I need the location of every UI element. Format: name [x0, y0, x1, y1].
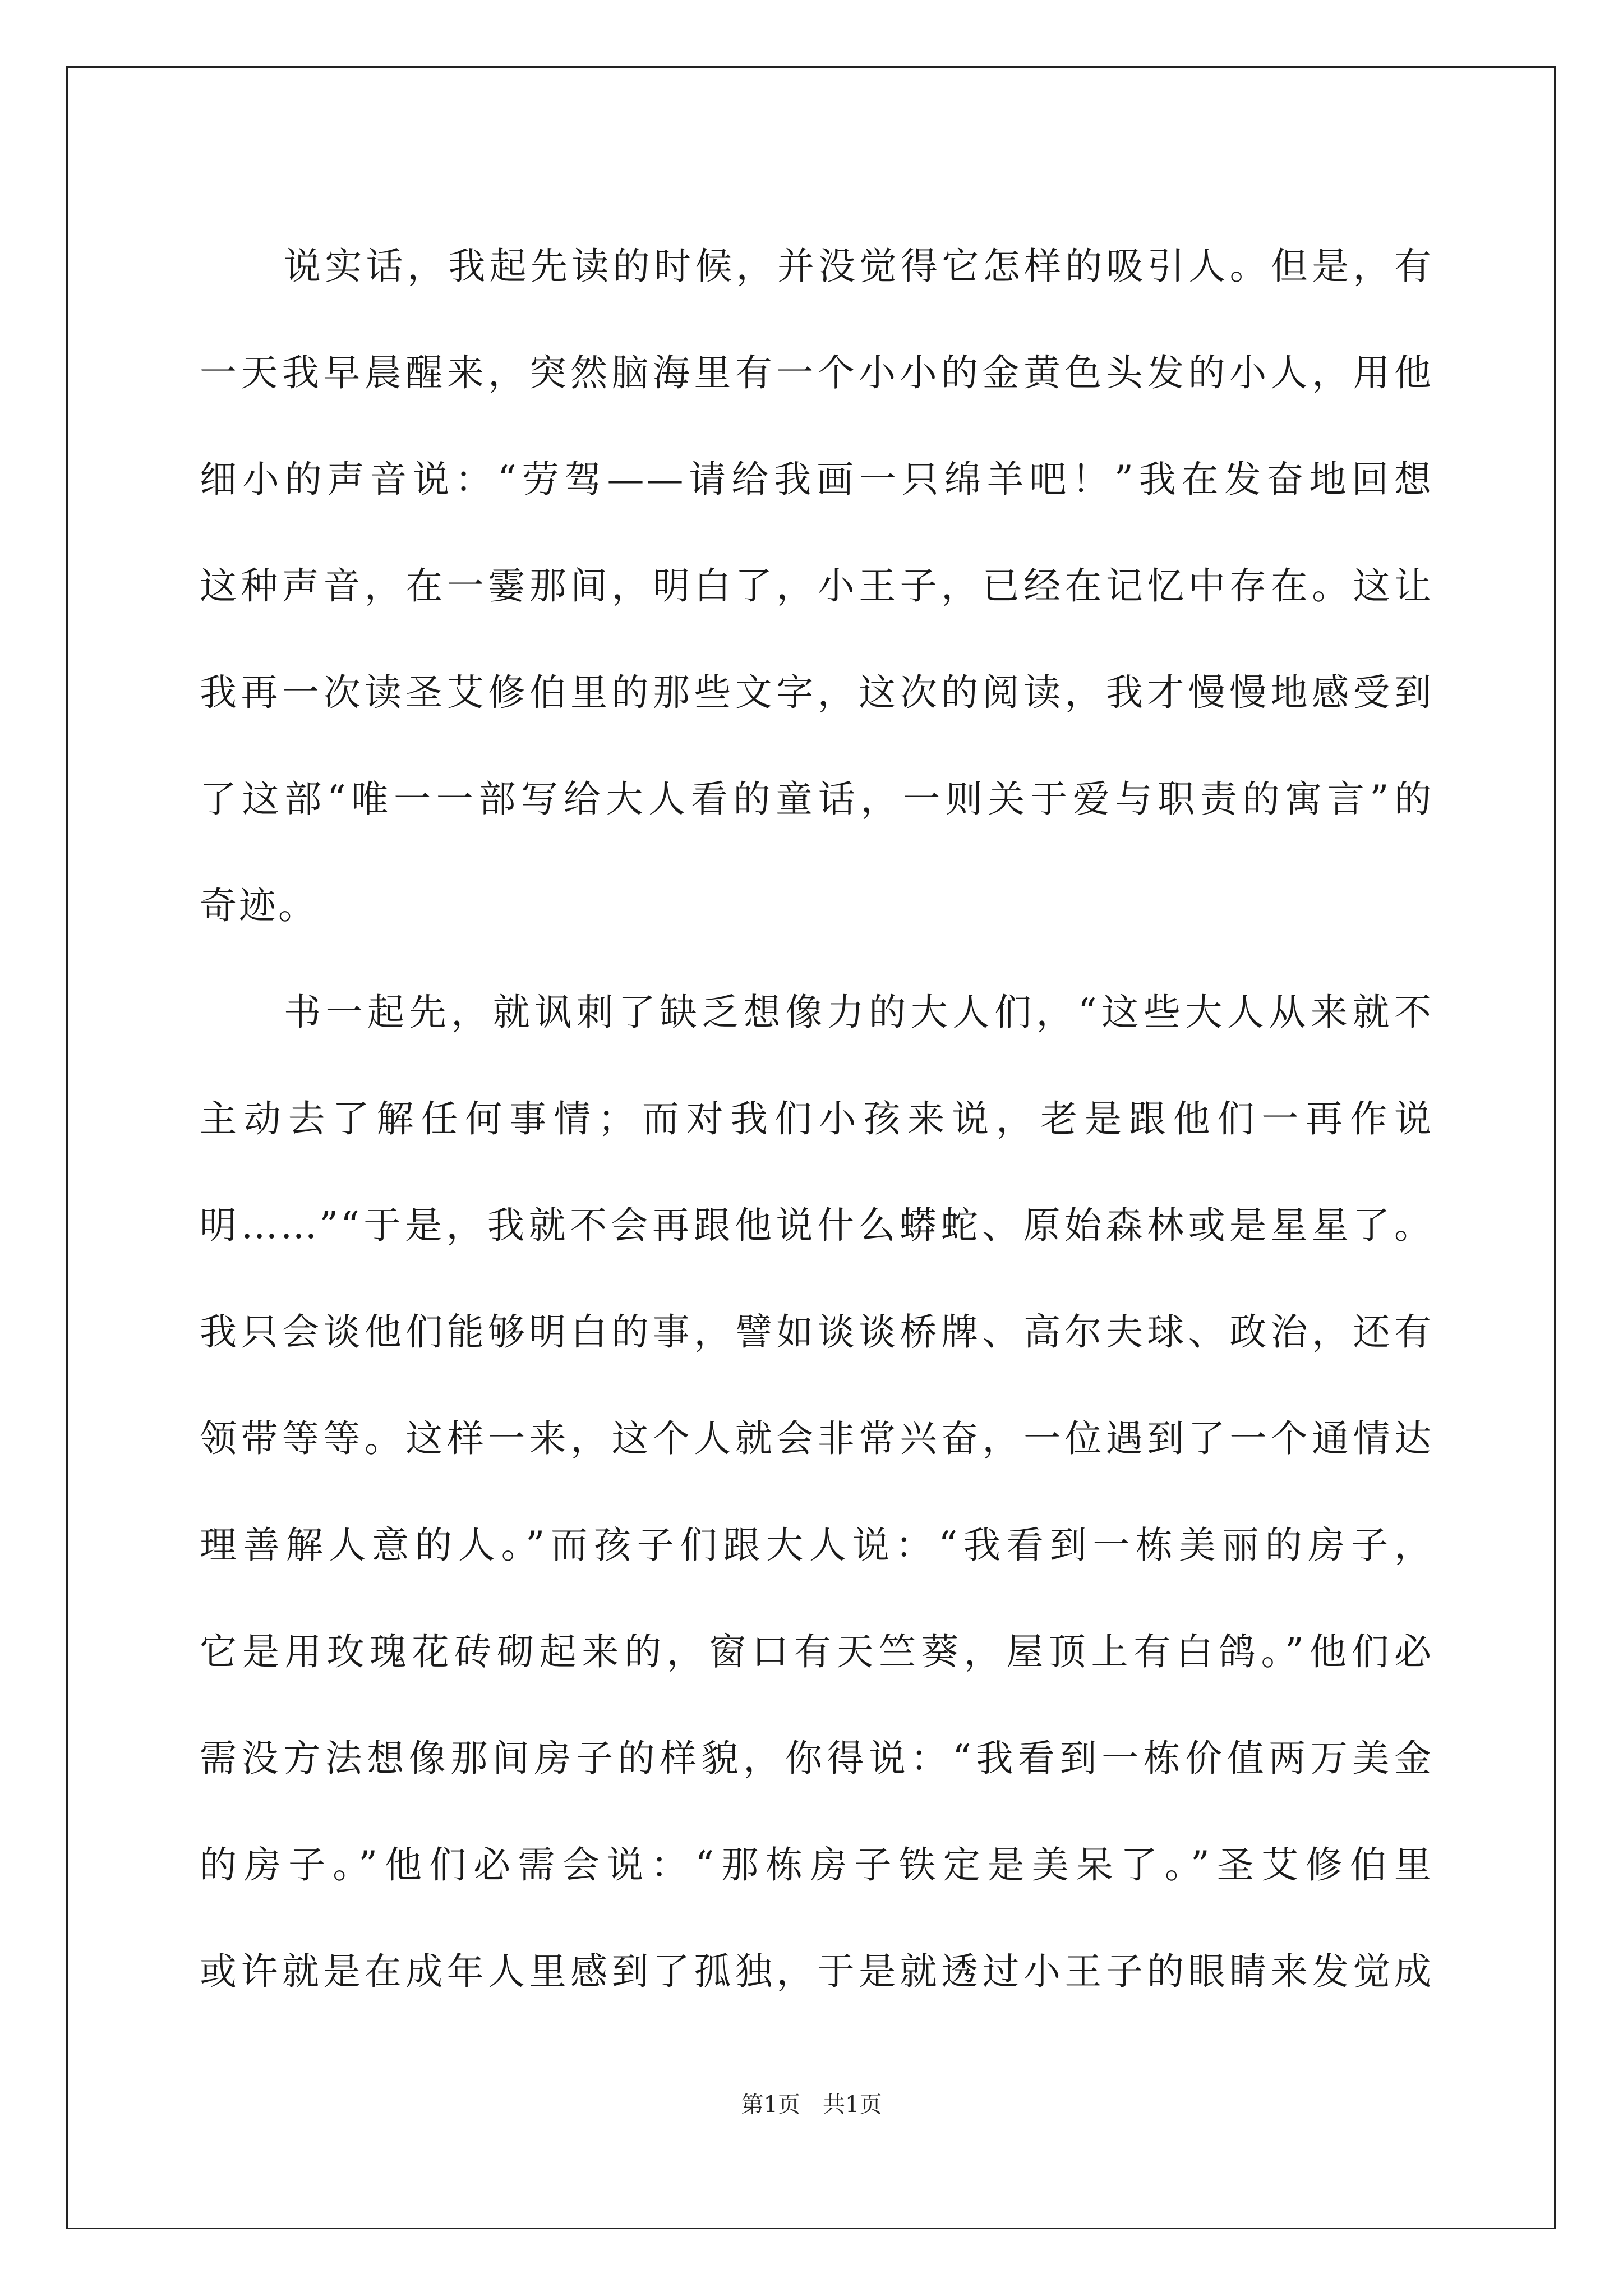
- paragraph-1-line-5: 我再一次读圣艾修伯里的那些文字，这次的阅读，我才慢慢地感受到: [200, 671, 1433, 714]
- paragraph-2-line-5: 领带等等。这样一来，这个人就会非常兴奋，一位遇到了一个通情达: [200, 1417, 1433, 1460]
- paragraph-2-line-1: 书一起先，就讽刺了缺乏想像力的大人们，“这些大人从来就不: [284, 991, 1433, 1034]
- paragraph-1-line-2: 一天我早晨醒来，突然脑海里有一个小小的金黄色头发的小人，用他: [200, 351, 1433, 394]
- paragraph-1-line-1: 说实话，我起先读的时候，并没觉得它怎样的吸引人。但是，有: [284, 245, 1433, 288]
- paragraph-2-line-10: 或许就是在成年人里感到了孤独，于是就透过小王子的眼睛来发觉成: [200, 1950, 1433, 1993]
- paragraph-2-line-6: 理善解人意的人。”而孩子们跟大人说：“我看到一栋美丽的房子，: [200, 1524, 1433, 1567]
- paragraph-2-line-7: 它是用玫瑰花砖砌起来的，窗口有天竺葵，屋顶上有白鸽。”他们必: [200, 1630, 1433, 1673]
- paragraph-1-line-3: 细小的声音说：“劳驾——请给我画一只绵羊吧！”我在发奋地回想: [200, 458, 1433, 501]
- paragraph-1-line-7: 奇迹。: [200, 884, 317, 927]
- paragraph-2-line-4: 我只会谈他们能够明白的事，譬如谈谈桥牌、高尔夫球、政治，还有: [200, 1310, 1433, 1354]
- paragraph-1-line-6: 了这部“唯一一部写给大人看的童话，一则关于爱与职责的寓言”的: [200, 777, 1433, 821]
- paragraph-2-line-2: 主动去了解任何事情；而对我们小孩来说，老是跟他们一再作说: [200, 1097, 1433, 1140]
- paragraph-2-line-3: 明……”“于是，我就不会再跟他说什么蟒蛇、原始森林或是星星了。: [200, 1204, 1433, 1247]
- page-number-footer: 第1页 共1页: [741, 2092, 882, 2118]
- document-body: [200, 213, 1433, 2025]
- paragraph-2-line-9: 的房子。”他们必需会说：“那栋房子铁定是美呆了。”圣艾修伯里: [200, 1843, 1433, 1887]
- paragraph-2-line-8: 需没方法想像那间房子的样貌，你得说：“我看到一栋价值两万美金: [200, 1737, 1433, 1780]
- paragraph-1-line-4: 这种声音，在一霎那间，明白了，小王子，已经在记忆中存在。这让: [200, 564, 1433, 608]
